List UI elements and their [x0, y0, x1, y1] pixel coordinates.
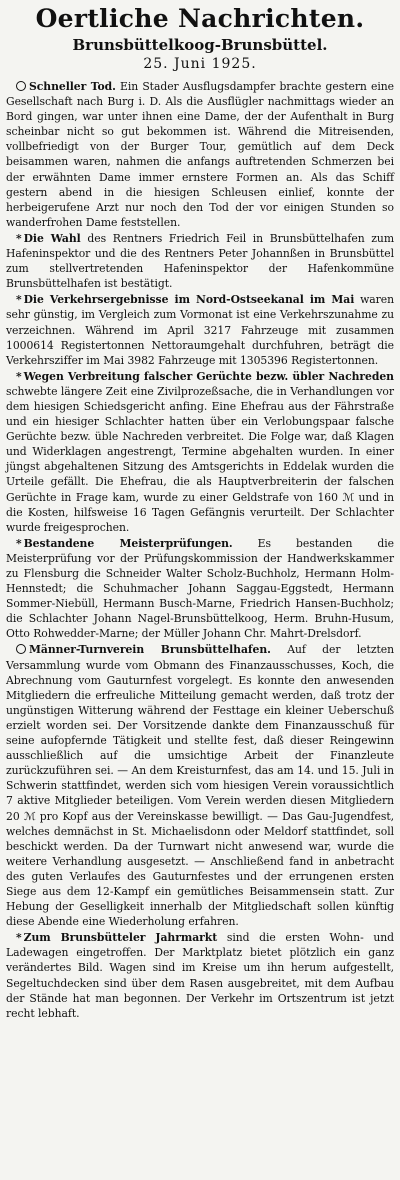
article-body: Ein Stader Ausflugsdampfer brachte gestern eine Gesellschaft nach Burg i. D. Als die Ausflügler nachmittags wieder an Bord gingen, war unter ihnen eine Dame, der der Aufenthalt in Burg scheinbar nicht so gut bekommen ist. Während die Mitreisenden, vollbefriedigt von der Burger Tour, gemütlich auf dem Deck beisammen waren, nahmen die anfangs auftretenden Schmerzen bei der erwähnten Dame immer ernstere Formen an. Als das Schiff gestern abend in die hiesigen Schleusen einlief, konnte der herbeigerufene Arzt nur noch den Tod der vor einigen Stunden so wanderfrohen Dame feststellen.: [6, 80, 394, 229]
article-schneller-tod: [6, 79, 394, 230]
article-meisterpruefungen: [6, 536, 394, 642]
article-body: des Rentners Friedrich Feil in Brunsbüttelhafen zum Hafeninspektor und die des Rentners Peter Johannßen in Brunsbüttel zum stellvertretenden Hafeninspektor der Hafenkommüne Brunsbüttelhafen ist bestätigt.: [6, 231, 395, 291]
article-marker: [16, 537, 24, 550]
article-wahl-hafeninspektor: [6, 231, 394, 291]
article-jahrmarkt: [6, 930, 394, 1021]
article-marker: [16, 370, 24, 383]
article-marker: [16, 80, 29, 93]
article-list: [6, 79, 394, 1021]
article-marker: [16, 293, 24, 306]
article-marker: [16, 643, 29, 656]
article-falsche-geruechte: [6, 369, 394, 535]
publication-date: 25. Juni 1925.: [143, 56, 257, 72]
article-body: waren sehr günstig, im Vergleich zum Vormonat ist eine Verkehrszunahme zu verzeichnen. Während im April 3217 Fahrzeuge mit zusammen 1000614 Registertonnen Nettoraumgehalt durchfuhren, beträgt die Verkehrsziffer im Mai 3982 Fahrzeuge mit 1305396 Registertonnen.: [6, 293, 394, 367]
article-headline: Zum Brunsbütteler Jahrmarkt: [23, 931, 218, 945]
article-marker: [16, 931, 24, 944]
article-body: Es bestanden die Meisterprüfung vor der Prüfungskommission der Handwerkskammer zu Flensburg die Schneider Walter Scholz-Buchholz, Hermann Holm-Hennstedt; die Schuhmacher Johann Saggau-Eggstedt, Hermann Sommer-Niebüll, Hermann Busch-Marne, Friedrich Hansen-Buchholz; die Schlachter Johann Nagel-Brunsbüttelkoog, Herm. Bruhn-Husum, Otto Rohwedder-Marne; der Müller Johann Chr. Mahrt-Drelsdorf.: [6, 536, 394, 641]
article-body: Auf der letzten Versammlung wurde vom Obmann des Finanzausschusses, Koch, die Abrechnung vom Gauturnfest vorgelegt. Es konnte den anwesenden Mitgliedern die erfreuliche Mitteilung gemacht werden, daß trotz der ungünstigen Witterung während der Festtage ein kleiner Ueberschuß erzielt worden sei. Der Vorsitzende dankte dem Finanzausschuß für seine aufopfernde Tätigkeit und stellte fest, daß dieser Reingewinn ausschließlich auf die umsichtige Arbeit der Finanzleute zurückzuführen sei. — An dem Kreisturnfest, das am 14. und 15. Juli in Schwerin stattfindet, werden sich vom hiesigen Verein voraussichtlich 7 aktive Mitglieder beteiligen. Vom Verein werden diesen Mitgliedern 20 ℳ pro Kopf aus der Vereinskasse bewilligt. — Das Gau-Jugendfest, welches demnächst in St. Michaelisdonn oder Meldorf stattfindet, soll beschickt werden. Da der Turnwart nicht anwesend war, wurde die weitere Verhandlung ausgesetzt. — Anschließend fand in anbetracht des guten Verlaufes des Gauturnfestes und der errungenen ersten Siege aus dem 12-Kampf ein gemütliches Beisammensein statt. Zur Hebung der Geselligkeit innerhalb der Mitgliedschaft sollen künftig diese Abende eine Wiederholung erfahren.: [6, 643, 394, 929]
circle-marker-icon: [16, 644, 26, 654]
article-headline: Bestandene Meisterprüfungen.: [23, 536, 233, 550]
location-heading: Brunsbüttelkoog-Brunsbüttel.: [72, 36, 328, 54]
article-verkehrsergebnisse: [6, 292, 394, 367]
asterisk-marker-icon: *: [16, 931, 22, 945]
article-headline: Die Verkehrsergebnisse im Nord-Ostseekanal im Mai: [23, 293, 355, 307]
article-body: sind die ersten Wohn- und Ladewagen eingetroffen. Der Marktplatz bietet plötzlich ein ganz verändertes Bild. Wagen sind im Kreise um ihn herum aufgestellt, Segeltuchdecken sind über dem Rasen ausgebreitet, mit dem Aufbau der Stände hat man begonnen. Der Verkehr im Ortszentrum ist jetzt recht lebhaft.: [6, 931, 395, 1020]
section-title: Oertliche Nachrichten.: [35, 4, 365, 33]
article-turnverein: [6, 642, 394, 929]
article-headline: Die Wahl: [23, 231, 81, 245]
article-headline: Wegen Verbreitung falscher Gerüchte bezw. übler Nachreden: [23, 369, 394, 383]
circle-marker-icon: [16, 81, 26, 91]
article-body: schwebte längere Zeit eine Zivilprozeßsache, die in Verhandlungen vor dem hiesigen Schiedsgericht anfing. Eine Ehefrau aus der Fährstraße und ein hiesiger Schlachter hatten über ein Verlobungspaar falsche Gerüchte bezw. üble Nachreden verbreitet. Die Folge war, daß Klagen und Widerklagen angestrengt, Termine abgehalten wurden. In einer jüngst abgehaltenen Sitzung des Amtsgerichts in Eddelak wurden die Urteile gefällt. Die Ehefrau, die als Hauptverbreiterin der falschen Gerüchte in Frage kam, wurde zu einer Geldstrafe von 160 ℳ und in die Kosten, hilfsweise 16 Tagen Gefängnis verurteilt. Der Schlachter wurde freigesprochen.: [6, 384, 394, 534]
article-marker: [16, 232, 24, 245]
article-headline: Schneller Tod.: [29, 80, 116, 93]
asterisk-marker-icon: *: [16, 536, 22, 550]
article-headline: Männer-Turnverein Brunsbüttelhafen.: [29, 643, 271, 657]
asterisk-marker-icon: *: [16, 231, 22, 245]
asterisk-marker-icon: *: [16, 369, 22, 383]
asterisk-marker-icon: *: [16, 293, 22, 307]
